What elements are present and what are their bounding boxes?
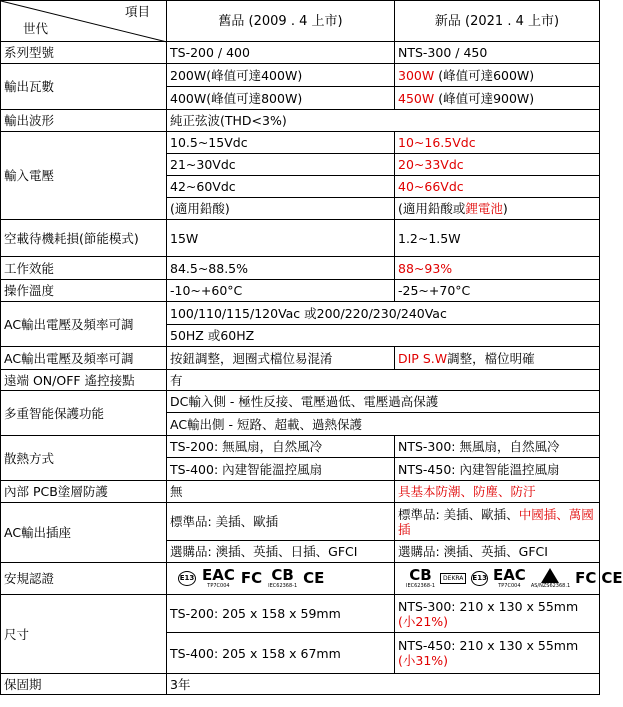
warranty-label: 保固期	[1, 674, 167, 695]
power-new-1-value: 300W	[398, 67, 435, 83]
socket-new-1	[395, 503, 600, 541]
protection-label: 多重智能保護功能	[1, 391, 167, 436]
power-new-1-peak: (峰值可達600W)	[434, 67, 535, 83]
remote-value: 有	[167, 370, 600, 391]
power-label: 輸出瓦數	[1, 64, 167, 110]
ac-adjust-new	[395, 347, 600, 370]
temp-label: 操作溫度	[1, 280, 167, 302]
input-voltage-old-4: (適用鉛酸)	[167, 198, 395, 220]
input-voltage-new-2: 20~33Vdc	[395, 154, 600, 176]
efficiency-old: 84.5~88.5%	[167, 257, 395, 280]
size-old-1: TS-200: 205 x 158 x 59mm	[167, 595, 395, 633]
certs-label: 安規認證	[1, 563, 167, 595]
e13-mark-icon: E13	[178, 571, 196, 586]
efficiency-new: 88~93%	[395, 257, 600, 280]
socket-new-1-standard: 標準品: 美插、歐插、	[398, 506, 519, 522]
cb-mark-new-icon: CB IEC62368-1	[406, 566, 436, 589]
coating-label: 內部 PCB塗層防護	[1, 481, 167, 503]
corner-item-label: 項目	[124, 4, 150, 19]
remote-label: 遠端 ON/OFF 遙控接點	[1, 370, 167, 391]
socket-new-2: 選購品: 澳插、英插、GFCI	[395, 541, 600, 563]
rcm-mark-icon: AS/NZS62368.1	[531, 568, 570, 589]
warranty-value: 3年	[167, 674, 600, 695]
efficiency-label: 工作效能	[1, 257, 167, 280]
ac-output-label: AC輸出電壓及頻率可調	[1, 302, 167, 347]
input-voltage-old-1: 10.5~15Vdc	[167, 132, 395, 154]
ce-mark-new-icon: CE	[601, 569, 623, 587]
cooling-old-1: TS-200: 無風扇，自然風冷	[167, 436, 395, 458]
standby-old: 15W	[167, 220, 395, 257]
certs-new	[395, 563, 623, 595]
power-new-2-peak: (峰值可達900W)	[434, 90, 535, 106]
size-new-1-dims: NTS-300: 210 x 130 x 55mm	[398, 598, 579, 614]
fcc-mark-new-icon: FC	[575, 569, 597, 587]
ce-mark-icon: CE	[303, 569, 325, 587]
ac-adjust-new-rest: 調整，檔位明確	[447, 350, 535, 366]
standby-new: 1.2~1.5W	[395, 220, 600, 257]
waveform-label: 輸出波形	[1, 110, 167, 132]
power-new-2	[395, 87, 600, 110]
standby-label: 空載待機耗損(節能模式)	[1, 220, 167, 257]
dekra-mark-icon: DEKRA	[440, 573, 466, 584]
new-model-header: 新品 (2021 . 4 上市)	[395, 1, 600, 42]
input-voltage-label: 輸入電壓	[1, 132, 167, 220]
input-voltage-new-4-post: )	[502, 201, 508, 216]
series-label: 系列型號	[1, 42, 167, 64]
size-new-2-dims: NTS-450: 210 x 130 x 55mm	[398, 638, 579, 653]
input-voltage-old-3: 42~60Vdc	[167, 176, 395, 198]
power-new-2-value: 450W	[398, 90, 435, 106]
e13-mark-new-icon: E13	[471, 571, 488, 586]
size-new-2-reduction: (小31%)	[398, 653, 449, 668]
coating-old: 無	[167, 481, 395, 503]
size-new-2	[395, 633, 600, 674]
ac-adjust-label: AC輸出電壓及頻率可調	[1, 347, 167, 370]
cb-mark-icon: CB IEC62368-1	[268, 566, 298, 589]
ac-adjust-new-dip: DIP S.W	[398, 350, 448, 366]
eac-mark-icon: EAC TP7C004	[202, 566, 235, 589]
power-old-1: 200W(峰值可達400W)	[167, 64, 395, 87]
size-new-1	[395, 595, 600, 633]
size-old-2: TS-400: 205 x 158 x 67mm	[167, 633, 395, 674]
temp-old: -10~+60°C	[167, 280, 395, 302]
power-old-2: 400W(峰值可達800W)	[167, 87, 395, 110]
socket-new-1-added: 中國插、萬國插	[398, 506, 594, 537]
power-new-1	[395, 64, 600, 87]
input-voltage-new-4-pre: (適用鉛酸或	[398, 201, 466, 216]
ac-output-voltages: 100/110/115/120Vac 或200/220/230/240Vac	[167, 302, 600, 325]
corner-header-cell	[1, 1, 167, 42]
series-new: NTS-300 / 450	[395, 42, 600, 64]
input-voltage-old-2: 21~30Vdc	[167, 154, 395, 176]
ac-adjust-old: 按鈕調整，迴圈式檔位易混淆	[167, 347, 395, 370]
socket-old-2: 選購品: 澳插、英插、日插、GFCI	[167, 541, 395, 563]
size-label: 尺寸	[1, 595, 167, 674]
protection-ac: AC輸出側 - 短路、超載、過熱保護	[167, 413, 600, 436]
socket-old-1: 標準品: 美插、歐插	[167, 503, 395, 541]
series-old: TS-200 / 400	[167, 42, 395, 64]
old-model-header: 舊品 (2009 . 4 上市)	[167, 1, 395, 42]
protection-dc: DC輸入側 - 極性反接、電壓過低、電壓過高保護	[167, 391, 600, 413]
fcc-mark-icon: FC	[240, 569, 263, 587]
eac-mark-new-icon: EAC TP7C004	[492, 566, 526, 589]
ac-output-frequency: 50HZ 或60HZ	[167, 325, 600, 347]
cooling-new-1: NTS-300: 無風扇，自然風冷	[395, 436, 600, 458]
input-voltage-new-4	[395, 198, 600, 220]
coating-new: 具基本防潮、防塵、防汙	[395, 481, 600, 503]
certs-old	[167, 563, 395, 595]
input-voltage-new-3: 40~66Vdc	[395, 176, 600, 198]
size-new-1-reduction: (小21%)	[398, 613, 449, 629]
corner-generation-label: 世代	[23, 21, 49, 36]
input-voltage-new-4-lithium: 鋰電池	[465, 201, 503, 216]
waveform-value: 純正弦波(THD<3%)	[167, 110, 600, 132]
cooling-old-2: TS-400: 內建智能溫控風扇	[167, 458, 395, 481]
input-voltage-new-1: 10~16.5Vdc	[395, 132, 600, 154]
temp-new: -25~+70°C	[395, 280, 600, 302]
socket-label: AC輸出插座	[1, 503, 167, 563]
cooling-new-2: NTS-450: 內建智能溫控風扇	[395, 458, 600, 481]
cooling-label: 散熱方式	[1, 436, 167, 481]
